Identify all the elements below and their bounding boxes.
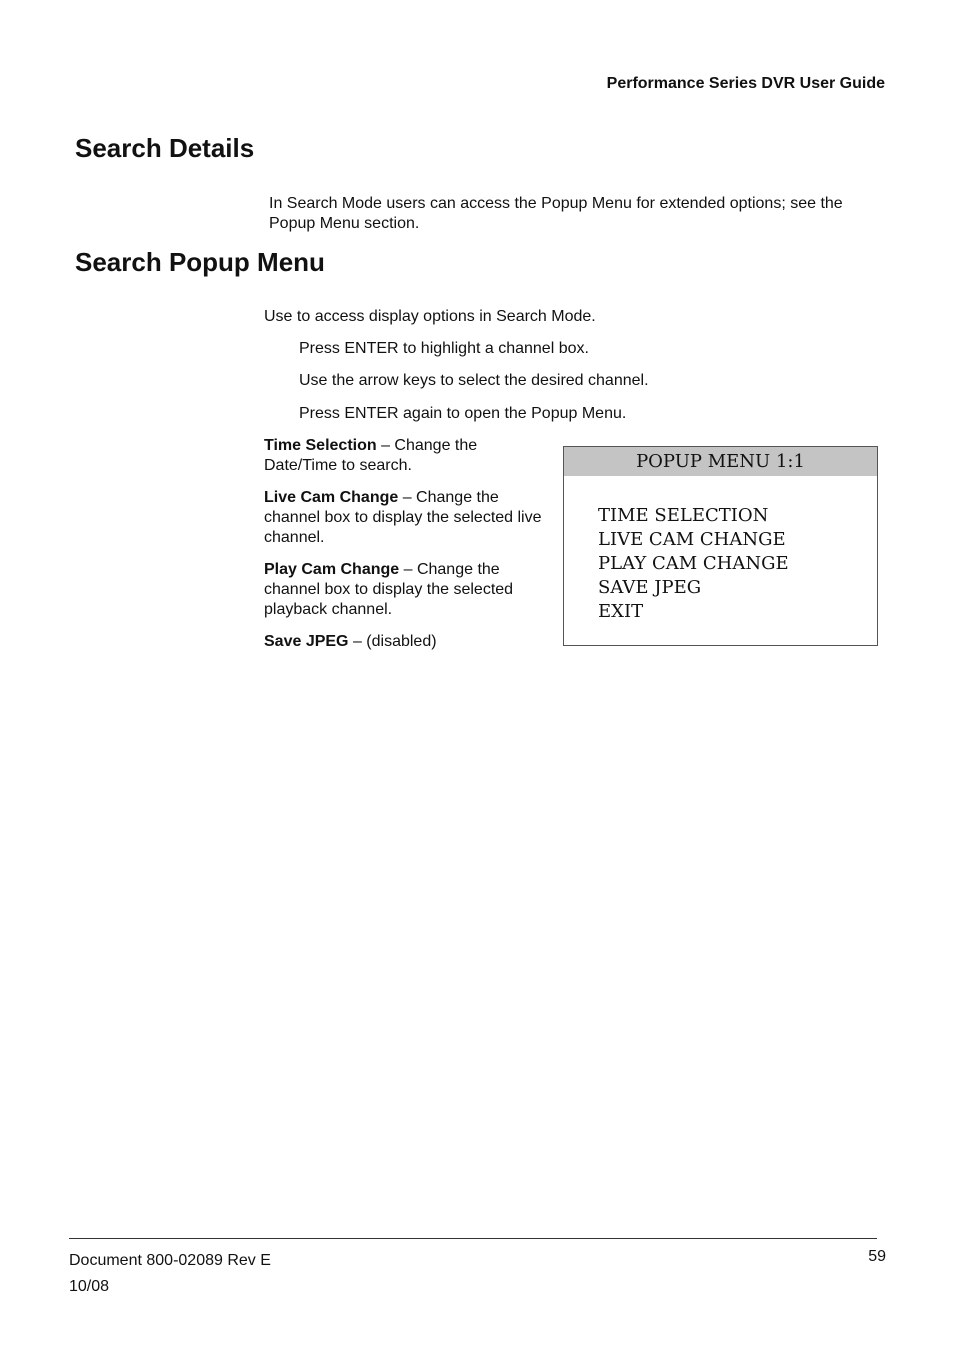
definition-desc: – Change the channel box to display the selected playback channel. — [264, 561, 514, 618]
popup-item-save-jpeg: SAVE JPEG — [598, 577, 702, 598]
definition-live-cam-change — [264, 488, 549, 548]
page-number: 59 — [868, 1248, 886, 1265]
definition-time-selection — [264, 436, 549, 476]
popup-use-text: Use to access display options in Search Mode. — [264, 308, 596, 325]
step-1: Press ENTER to highlight a channel box. — [299, 340, 589, 357]
popup-item-exit: EXIT — [598, 601, 644, 622]
footer-document-number: Document 800-02089 Rev E — [69, 1252, 271, 1269]
footer-date: 10/08 — [69, 1278, 110, 1295]
popup-menu-illustration — [563, 446, 878, 646]
section-title-search-details: Search Details — [75, 133, 255, 163]
popup-menu-title: POPUP MENU 1:1 — [564, 447, 877, 476]
definition-desc: – (disabled) — [348, 633, 437, 650]
running-header: Performance Series DVR User Guide — [606, 75, 885, 92]
definition-desc: – Change the channel box to display the selected live channel. — [264, 489, 542, 546]
step-3: Press ENTER again to open the Popup Menu. — [299, 405, 627, 422]
section-title-search-popup-menu: Search Popup Menu — [75, 247, 325, 277]
definition-save-jpeg — [264, 632, 549, 652]
popup-menu-list — [564, 476, 877, 624]
definition-term: Save JPEG — [264, 633, 349, 650]
definition-play-cam-change — [264, 560, 549, 620]
definition-desc: – Change the Date/Time to search. — [264, 437, 478, 474]
definition-term: Play Cam Change — [264, 561, 400, 578]
popup-item-time-selection: TIME SELECTION — [598, 505, 769, 526]
definition-term: Live Cam Change — [264, 489, 399, 506]
footer-document-info — [69, 1248, 271, 1300]
definition-list — [264, 436, 549, 664]
popup-item-live-cam-change: LIVE CAM CHANGE — [598, 529, 786, 550]
search-details-intro: In Search Mode users can access the Popup Menu for extended options; see the Popup Menu section. — [269, 195, 843, 232]
footer-divider — [69, 1238, 877, 1239]
popup-item-play-cam-change: PLAY CAM CHANGE — [598, 553, 789, 574]
definition-term: Time Selection — [264, 437, 377, 454]
step-2: Use the arrow keys to select the desired channel. — [299, 372, 649, 389]
